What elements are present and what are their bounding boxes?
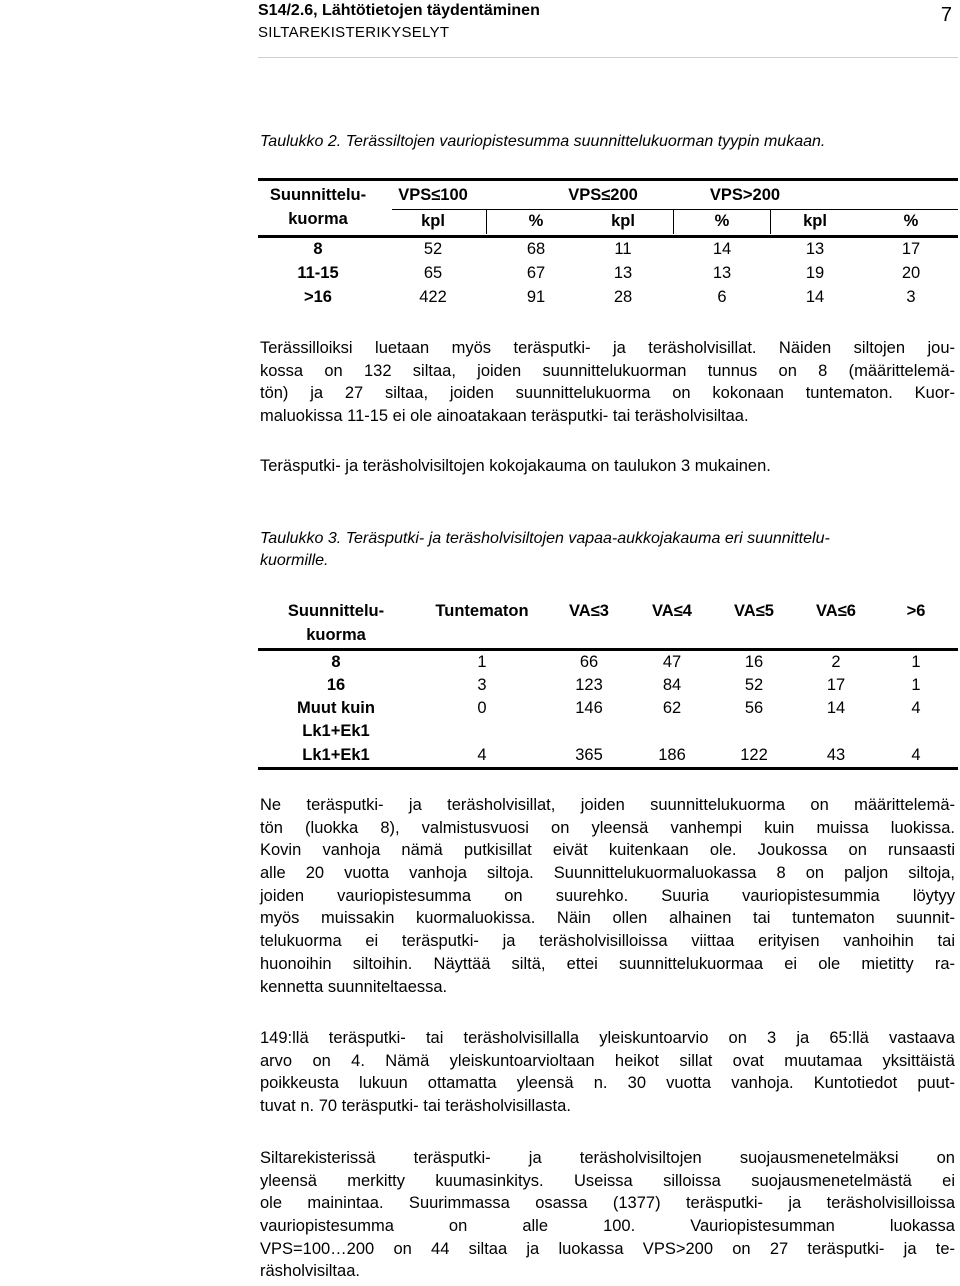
table3-cell: 17	[826, 676, 846, 694]
paragraph-line: tön) ja 27 siltaa, joiden suunnittelukuorma on kokonaan tuntematon. Kuor-	[260, 384, 955, 403]
table3-row-label: 16	[326, 676, 346, 694]
table3-cell: 365	[575, 746, 603, 764]
table2-subhead: %	[528, 212, 544, 230]
table2-cell: 14	[712, 240, 732, 258]
paragraph-line: myös muissakin kuormaluokissa. Näin ollen alhainen tai tuntematon suunnit-	[260, 909, 955, 928]
table3-header: >6	[906, 602, 926, 620]
table2-group-vps100: VPS≤100	[398, 186, 468, 204]
table2-cell: 19	[805, 264, 825, 282]
table2-subhead: %	[714, 212, 730, 230]
table2-cell: 28	[613, 288, 633, 306]
table3-cell: 66	[579, 653, 599, 671]
table2-cell: 17	[901, 240, 921, 258]
table3-cell: 4	[911, 699, 921, 717]
table3-cell: 4	[911, 746, 921, 764]
table3-row-label: Lk1+Ek1	[302, 722, 370, 740]
paragraph-3	[260, 794, 955, 998]
table2-cell: 65	[423, 264, 443, 282]
table2-separator	[486, 210, 487, 234]
table3-head-rule	[258, 648, 958, 651]
paragraph-line: joiden vauriopistesumma on suurehko. Suuria vauriopistesummia löytyy	[260, 886, 955, 905]
table3-caption: Taulukko 3. Teräsputki- ja teräsholvisiltojen vapaa-aukkojakauma eri suunnittelu-	[260, 530, 830, 547]
paragraph-4	[260, 1027, 955, 1118]
paragraph-line: Kovin vanhoja nämä putkisillat eivät kuitenkaan ole. Joukossa on runsaasti	[260, 841, 955, 860]
paragraph-line: kossa on 132 siltaa, joiden suunnittelukuorman tunnus on 8 (määrittelemä-	[260, 361, 955, 380]
table3-head-load: Suunnittelu-	[287, 602, 385, 620]
paragraph-line: VPS=100…200 on 44 siltaa ja luokassa VPS>200 on 27 teräsputki- ja te-	[260, 1239, 955, 1258]
table2-cell: 13	[805, 240, 825, 258]
table3-row-label: Lk1+Ek1	[302, 746, 370, 764]
table3-cell: 1	[477, 653, 487, 671]
table3-header: VA≤4	[652, 602, 692, 620]
table2-cell: 20	[901, 264, 921, 282]
table3-cell: 47	[662, 653, 682, 671]
table2-subhead: kpl	[611, 212, 635, 230]
paragraph-line: Siltarekisterissä teräsputki- ja teräsholvisiltojen suojausmenetelmäksi on	[260, 1149, 955, 1167]
paragraph-line: telukuorma ei teräsputki- ja teräsholvisilloissa viittaa erityisen vanhoihin tai	[260, 932, 955, 951]
table2-subhead: kpl	[421, 212, 445, 230]
paragraph-line: alle 20 vuotta vanhoja siltoja. Suunnittelukuormaluokassa 8 on paljon siltoja,	[260, 864, 955, 883]
table3-cell: 2	[831, 653, 841, 671]
table2-head-load: Suunnittelu-	[269, 186, 367, 204]
table3-row-label: 8	[331, 653, 341, 671]
table3-header: VA≤3	[569, 602, 609, 620]
paragraph-line: vauriopistesumma on alle 100. Vauriopistesumman luokassa	[260, 1217, 955, 1236]
table3-cell: 1	[911, 653, 921, 671]
header-subtitle: SILTAREKISTERIKYSELYT	[258, 24, 450, 41]
table3-cell: 56	[744, 699, 764, 717]
table3-cell: 122	[740, 746, 768, 764]
table3-cell: 123	[575, 676, 603, 694]
table3-cell: 146	[575, 699, 603, 717]
paragraph-1	[260, 337, 955, 428]
table2-subhead: %	[903, 212, 919, 230]
header-title: S14/2.6, Lähtötietojen täydentäminen	[258, 2, 540, 19]
table3-head-load-2: kuorma	[306, 626, 366, 644]
table2-group-vps-over200: VPS>200	[709, 186, 781, 204]
table2-cell: 6	[717, 288, 727, 306]
table3-cell: 14	[826, 699, 846, 717]
table2-top-rule	[258, 178, 958, 181]
table2-separator	[673, 210, 674, 234]
paragraph-line: tuvat n. 70 teräsputki- tai teräsholvisillasta.	[260, 1097, 571, 1116]
table3-cell: 1	[911, 676, 921, 694]
table3-caption-2: kuormille.	[260, 552, 329, 569]
paragraph-line: tön (luokka 8), valmistusvuosi on yleensä vanhempi kuin muissa luokissa.	[260, 818, 955, 837]
table2-cell: 52	[423, 240, 443, 258]
paragraph-line: yleensä merkitty kuumasinkitys. Useissa silloissa suojausmenetelmästä ei	[260, 1171, 955, 1190]
paragraph-line: arvo on 4. Nämä yleiskuntoarvioltaan heikot sillat ovat muutamaa yksittäistä	[260, 1051, 955, 1070]
table3-cell: 186	[658, 746, 686, 764]
paragraph-line: huonoihin siltoihin. Näyttää siltä, ettei suunnittelukuormaa ei ole mietitty ra-	[260, 954, 955, 973]
table3-header: VA≤6	[816, 602, 856, 620]
table2-head-rule	[258, 235, 958, 238]
paragraph-line: räsholvisiltaa.	[260, 1262, 360, 1281]
table3-header: Tuntematon	[435, 602, 529, 620]
table3-cell: 16	[744, 653, 764, 671]
table2-cell: 422	[419, 288, 447, 306]
table2-cell: 14	[805, 288, 825, 306]
table2-separator	[770, 210, 771, 234]
table2-row-label: 8	[313, 240, 323, 258]
table2-cell: 3	[906, 288, 916, 306]
page-number: 7	[940, 4, 952, 26]
table3-cell: 84	[662, 676, 682, 694]
table2-cell: 91	[526, 288, 546, 306]
paragraph-line: 149:llä teräsputki- tai teräsholvisillalla yleiskuntoarvio on 3 ja 65:llä vastaava	[260, 1029, 955, 1047]
paragraph-line: Teräsputki- ja teräsholvisiltojen kokojakauma on taulukon 3 mukainen.	[260, 457, 771, 475]
table2-row-label: 11-15	[297, 264, 339, 282]
table2-cell: 68	[526, 240, 546, 258]
table3-header: VA≤5	[734, 602, 774, 620]
table3-cell: 0	[477, 699, 487, 717]
table2-cell: 11	[614, 240, 632, 258]
header-divider	[258, 57, 958, 58]
paragraph-line: Ne teräsputki- ja teräsholvisillat, joiden suunnittelukuorma on määrittelemä-	[260, 796, 955, 814]
table3-cell: 62	[662, 699, 682, 717]
table3-cell: 4	[477, 746, 487, 764]
table2-head-load-2: kuorma	[288, 210, 348, 228]
table2-group-rule	[392, 209, 958, 210]
paragraph-line: ole mainintaa. Suurimmassa osassa (1377) teräsputki- ja teräsholvisilloissa	[260, 1194, 955, 1213]
paragraph-line: kennetta suunniteltaessa.	[260, 977, 448, 996]
table2-cell: 67	[526, 264, 546, 282]
paragraph-5	[260, 1147, 955, 1283]
table3-cell: 52	[744, 676, 764, 694]
table2-subhead: kpl	[803, 212, 827, 230]
table2-caption: Taulukko 2. Terässiltojen vauriopistesumma suunnittelukuorman tyypin mukaan.	[260, 133, 826, 150]
table3-cell: 3	[477, 676, 487, 694]
table2-cell: 13	[613, 264, 633, 282]
table3-row-label: Muut kuin	[297, 699, 375, 717]
paragraph-line: Terässilloiksi luetaan myös teräsputki- ja teräsholvisillat. Näiden siltojen jou-	[260, 339, 955, 357]
table3-cell: 43	[826, 746, 846, 764]
table3-bottom-rule	[258, 767, 958, 770]
table2-row-label: >16	[304, 288, 332, 306]
paragraph-2	[260, 455, 955, 478]
table2-group-vps200: VPS≤200	[568, 186, 638, 204]
paragraph-line: maluokissa 11-15 ei ole ainoatakaan teräsputki- tai teräsholvisiltaa.	[260, 407, 749, 426]
table2-cell: 13	[712, 264, 732, 282]
paragraph-line: poikkeusta lukuun ottamatta yleensä n. 30 vuotta vanhoja. Kuntotiedot puut-	[260, 1074, 955, 1093]
